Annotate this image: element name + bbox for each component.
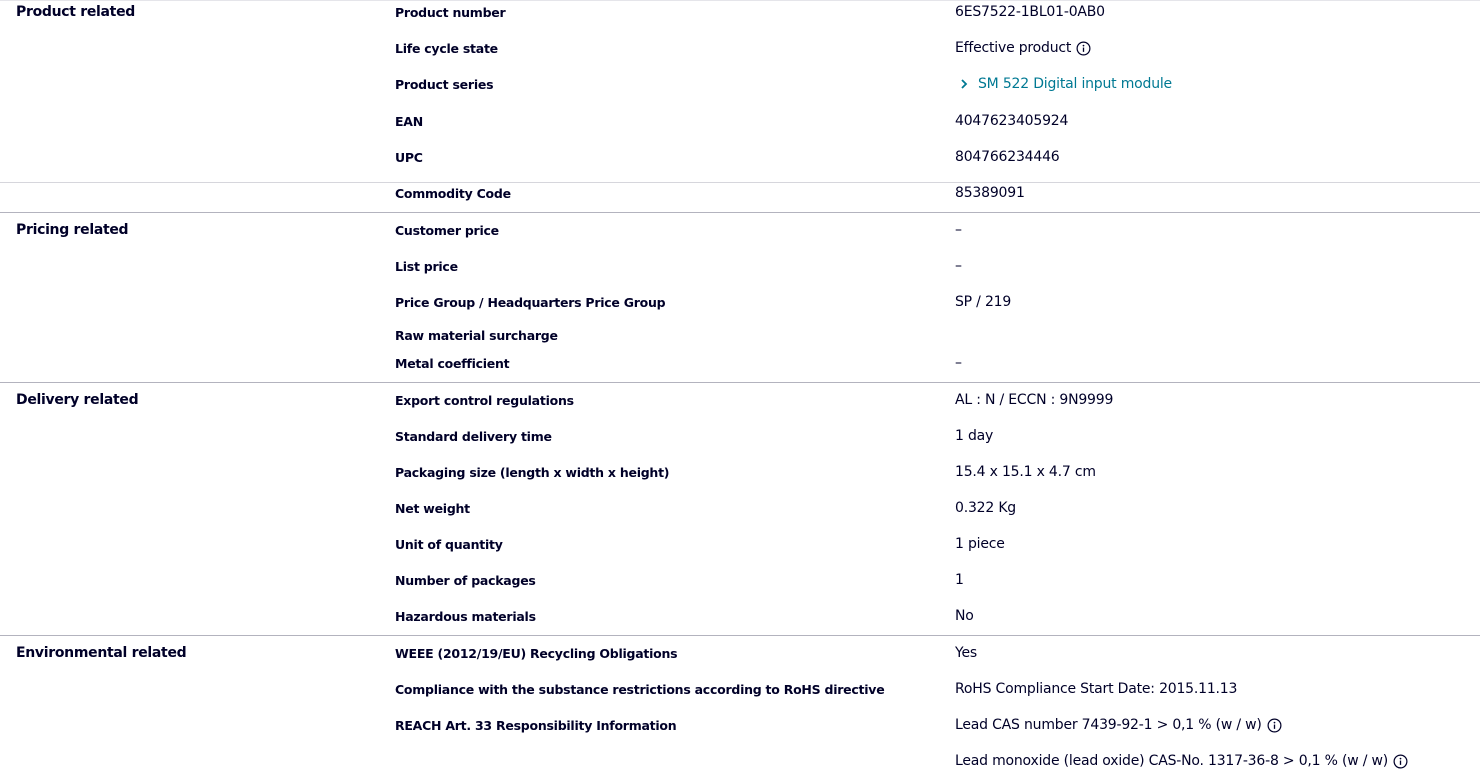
attribute-label: List price [395, 259, 458, 274]
section-divider [0, 212, 1480, 213]
ean-value: 4047623405924 [955, 113, 1069, 129]
unit-of-quantity-value: 1 piece [955, 536, 1005, 552]
reach-lead-value [955, 717, 1282, 733]
attribute-label: Customer price [395, 223, 499, 238]
attribute-label: Packaging size (length x width x height) [395, 465, 670, 480]
section-title-environmental: Environmental related [16, 645, 187, 661]
attribute-label: Number of packages [395, 573, 536, 588]
attribute-label: Life cycle state [395, 41, 498, 56]
number-of-packages-value: 1 [955, 572, 964, 588]
section-title-product: Product related [16, 4, 135, 20]
attribute-label: Export control regulations [395, 393, 574, 408]
top-divider [0, 0, 1480, 1]
attribute-label: Price Group / Headquarters Price Group [395, 295, 666, 310]
hazardous-materials-value: No [955, 608, 974, 624]
row-divider [0, 182, 1480, 183]
attribute-label: Compliance with the substance restrictions according to RoHS directive [395, 682, 885, 697]
product-series-value [955, 76, 1172, 92]
attribute-label: EAN [395, 114, 423, 129]
info-circle-icon[interactable] [1076, 41, 1091, 56]
product-number-value: 6ES7522-1BL01-0AB0 [955, 4, 1105, 20]
metal-coefficient-value: – [955, 355, 962, 371]
attribute-label: REACH Art. 33 Responsibility Information [395, 718, 677, 733]
packaging-size-value: 15.4 x 15.1 x 4.7 cm [955, 464, 1096, 480]
export-control-value: AL : N / ECCN : 9N9999 [955, 392, 1114, 408]
price-group-value: SP / 219 [955, 294, 1012, 310]
info-circle-icon[interactable] [1393, 754, 1408, 769]
attribute-label: Metal coefficient [395, 356, 510, 371]
attribute-label: Product number [395, 5, 506, 20]
upc-value: 804766234446 [955, 149, 1060, 165]
rohs-value: RoHS Compliance Start Date: 2015.11.13 [955, 681, 1238, 697]
attribute-label: WEEE (2012/19/EU) Recycling Obligations [395, 646, 678, 661]
section-title-pricing: Pricing related [16, 222, 129, 238]
section-divider [0, 382, 1480, 383]
attribute-label: Net weight [395, 501, 470, 516]
info-circle-icon[interactable] [1267, 718, 1282, 733]
life-cycle-value [955, 40, 1091, 56]
attribute-label: Commodity Code [395, 186, 511, 201]
reach-lead-oxide-text: Lead monoxide (lead oxide) CAS-No. 1317-36-8 > 0,1 % (w / w) [955, 753, 1388, 769]
product-series-link-text: SM 522 Digital input module [978, 76, 1172, 92]
chevron-right-icon [957, 77, 971, 91]
weee-value: Yes [955, 645, 977, 661]
attribute-label: Hazardous materials [395, 609, 536, 624]
customer-price-value: – [955, 222, 962, 238]
attribute-label: Raw material surcharge [395, 328, 558, 343]
reach-lead-oxide-value [955, 753, 1408, 769]
section-divider [0, 635, 1480, 636]
product-series-link[interactable] [955, 76, 1172, 92]
commodity-code-value: 85389091 [955, 185, 1025, 201]
list-price-value: – [955, 258, 962, 274]
attribute-label: Standard delivery time [395, 429, 552, 444]
attribute-label: Unit of quantity [395, 537, 503, 552]
attribute-label: UPC [395, 150, 423, 165]
reach-lead-text: Lead CAS number 7439-92-1 > 0,1 % (w / w) [955, 717, 1262, 733]
life-cycle-text: Effective product [955, 40, 1072, 56]
section-title-delivery: Delivery related [16, 392, 139, 408]
net-weight-value: 0.322 Kg [955, 500, 1016, 516]
delivery-time-value: 1 day [955, 428, 994, 444]
attribute-label: Product series [395, 77, 494, 92]
